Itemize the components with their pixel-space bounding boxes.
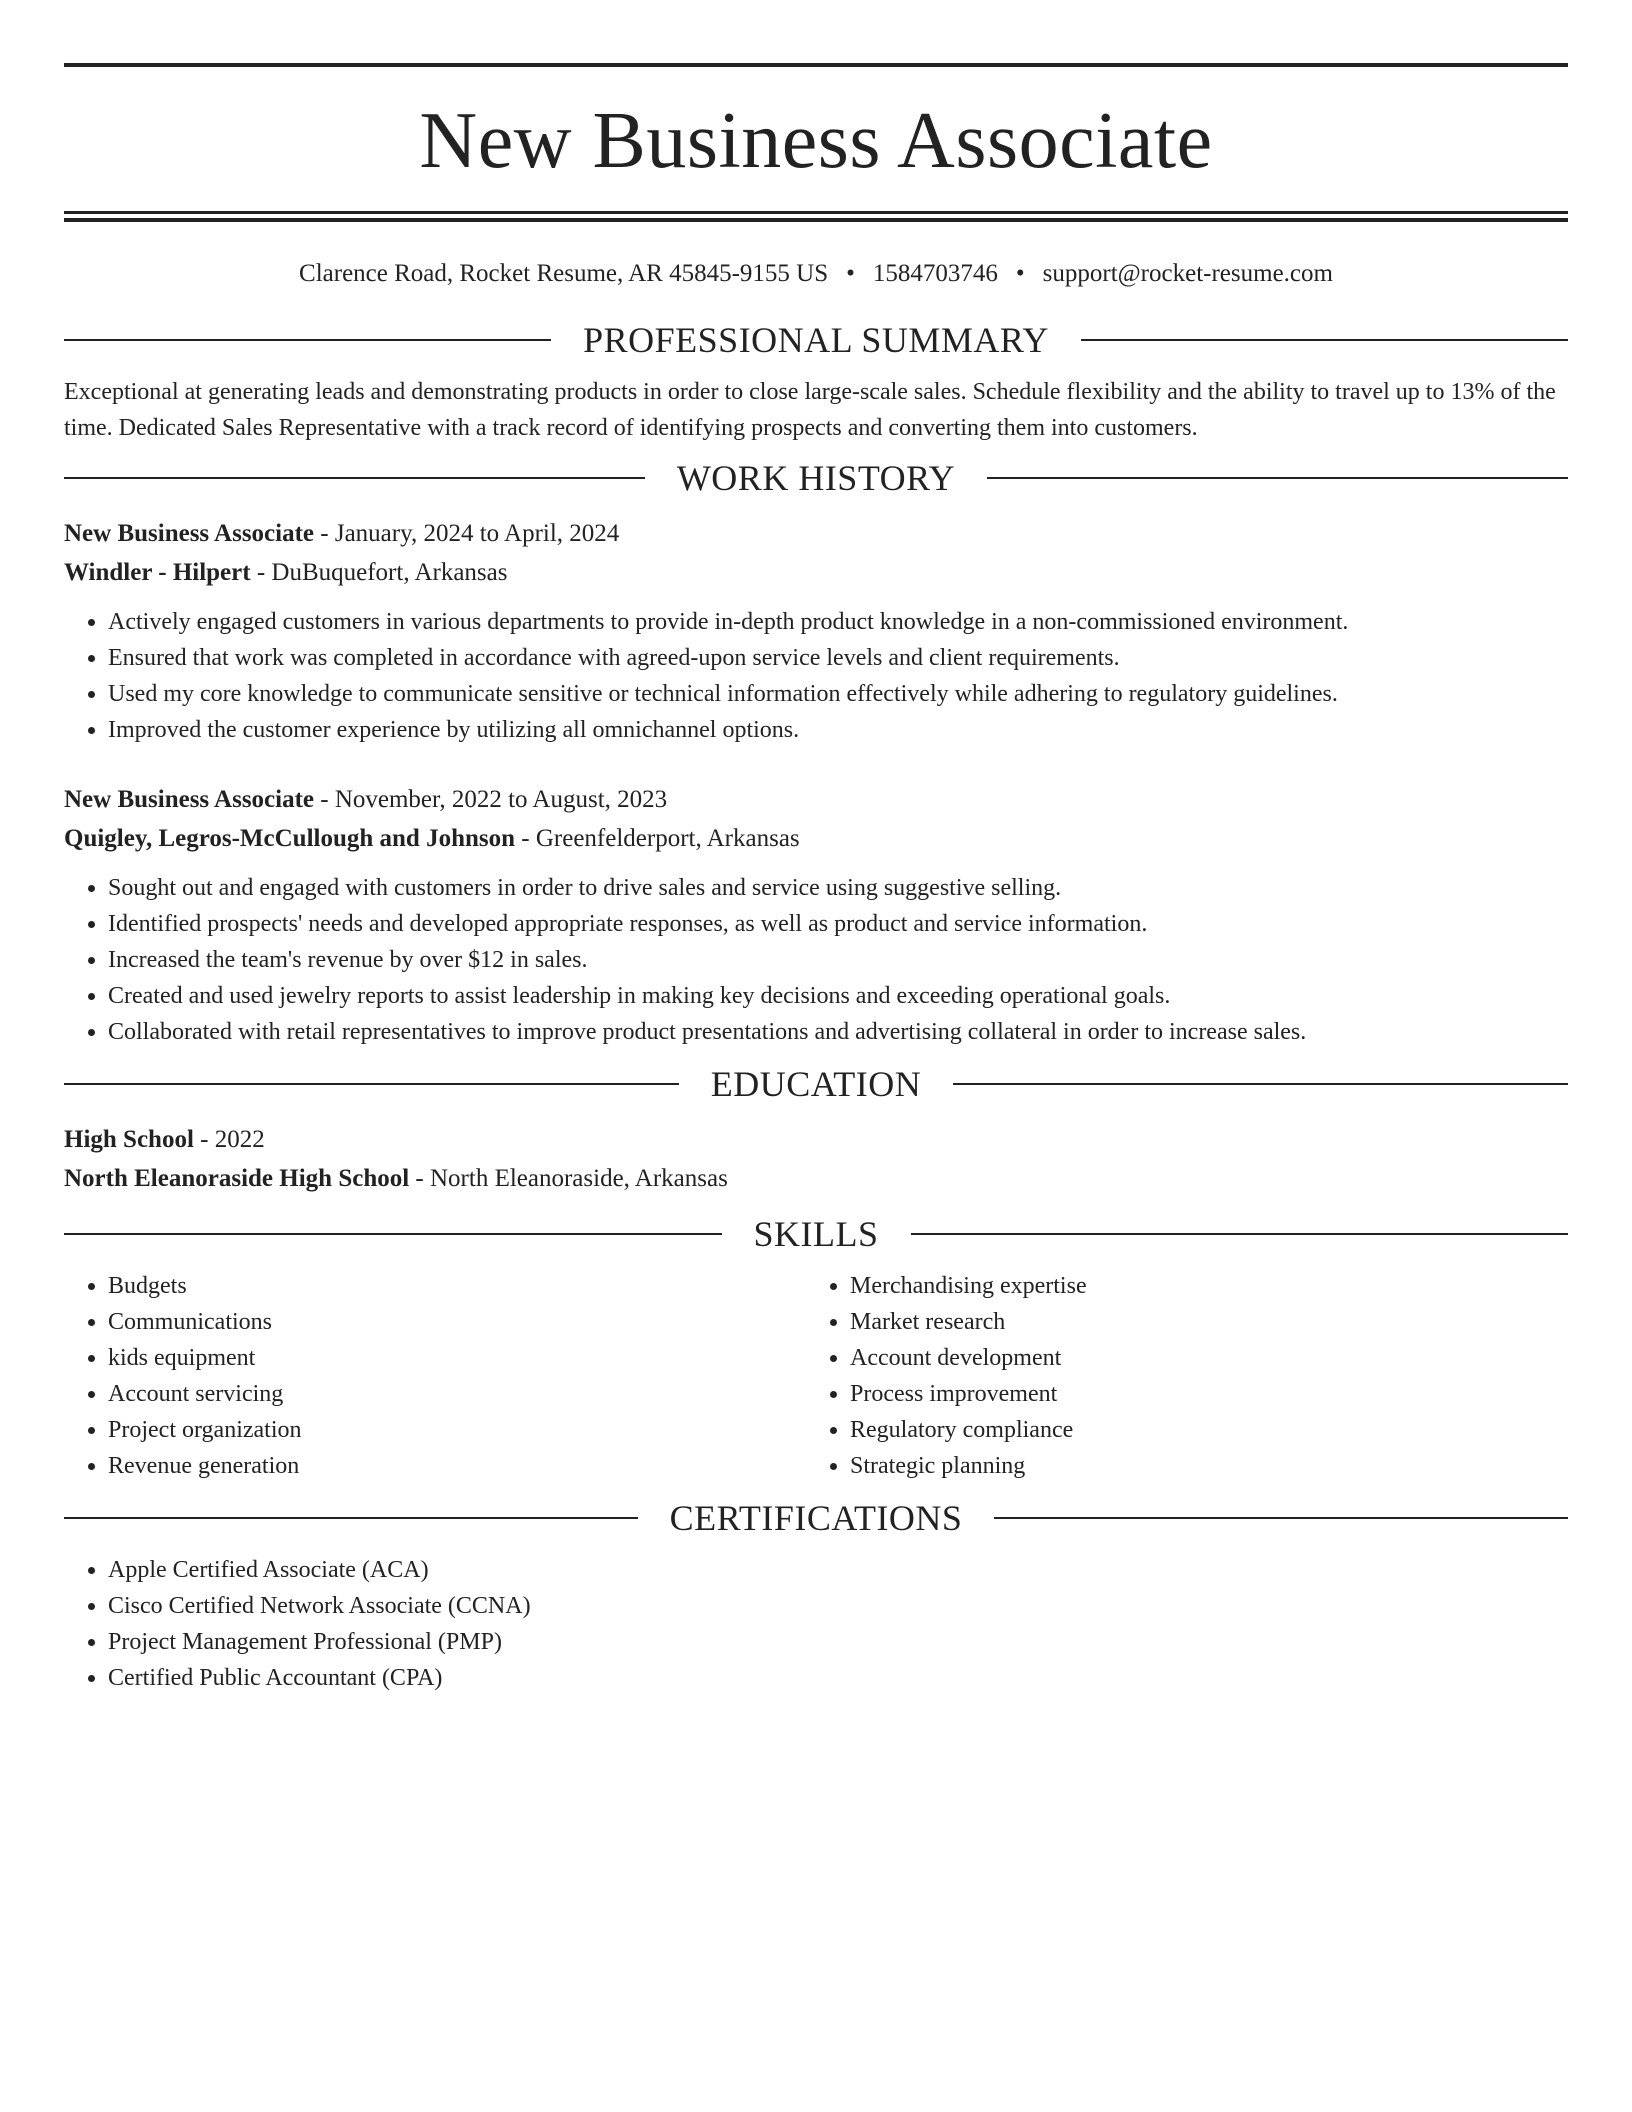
divider-line — [994, 1517, 1568, 1519]
job-bullet: • Ensured that work was completed in accordance with agreed-upon service levels and client requirements. — [108, 640, 1568, 676]
education-school-line — [64, 1159, 1568, 1198]
skills-column-left — [64, 1268, 806, 1484]
job-bullet: • Collaborated with retail representatives to improve product presentations and advertising collateral in order to increase sales. — [108, 1014, 1568, 1050]
contact-phone: 1584703746 — [872, 260, 998, 287]
certification-item: • Certified Public Accountant (CPA) — [108, 1660, 1568, 1696]
job-bullet: • Sought out and engaged with customers in order to drive sales and service using suggestive selling. — [108, 870, 1568, 906]
divider-line — [1081, 339, 1568, 341]
skill-item: • Revenue generation — [108, 1448, 806, 1484]
skill-item: • kids equipment — [108, 1340, 806, 1376]
resume-page — [64, 0, 1568, 1696]
summary-text: Exceptional at generating leads and demonstrating products in order to close large-scale sales. Schedule flexibility and the ability to travel up to 13% of the time. Dedicated Sales Representative with a track record of identifying prospects and converting them into customers. — [64, 379, 1556, 441]
work-section-header — [64, 456, 1568, 500]
skill-item: • Regulatory compliance — [850, 1412, 1568, 1448]
contact-separator: • — [846, 260, 855, 287]
education-year: - 2022 — [193, 1126, 265, 1153]
certifications-section-header — [64, 1496, 1568, 1540]
job-title: New Business Associate — [64, 520, 315, 547]
contact-email: support@rocket-resume.com — [1042, 260, 1333, 287]
divider-line — [911, 1233, 1569, 1235]
education-degree-line — [64, 1120, 1568, 1159]
skill-item: • Budgets — [108, 1268, 806, 1304]
education-section-header — [64, 1062, 1568, 1106]
summary-heading: PROFESSIONAL SUMMARY — [583, 320, 1049, 360]
certification-item: • Cisco Certified Network Associate (CCNA) — [108, 1588, 1568, 1624]
divider-line — [64, 339, 551, 341]
job-bullet: • Actively engaged customers in various departments to provide in-depth product knowledge in a non-commissioned environment. — [108, 604, 1568, 640]
job-dates: - November, 2022 to August, 2023 — [314, 786, 668, 813]
job-bullet: • Increased the team's revenue by over $12 in sales. — [108, 942, 1568, 978]
job-bullet: • Created and used jewelry reports to assist leadership in making key decisions and exceeding operational goals. — [108, 978, 1568, 1014]
skill-item: • Communications — [108, 1304, 806, 1340]
skills-bullets — [64, 1268, 806, 1484]
skill-item: • Market research — [850, 1304, 1568, 1340]
skill-item: • Merchandising expertise — [850, 1268, 1568, 1304]
job-title: New Business Associate — [64, 786, 315, 813]
divider-line — [64, 1083, 679, 1085]
contact-separator: • — [1015, 260, 1025, 287]
divider-line — [64, 477, 645, 479]
skill-item: • Account development — [850, 1340, 1568, 1376]
skill-item: • Account servicing — [108, 1376, 806, 1412]
divider-line — [953, 1083, 1568, 1085]
job-company: Quigley, Legros-McCullough and Johnson — [64, 825, 516, 852]
job-dates: - January, 2024 to April, 2024 — [314, 520, 620, 547]
skills-list — [64, 1268, 1568, 1484]
job-bullets — [64, 604, 1568, 748]
job-entry — [64, 780, 1568, 1050]
job-company: Windler - Hilpert — [64, 559, 251, 586]
job-bullet: • Used my core knowledge to communicate sensitive or technical information effectively while adhering to regulatory guidelines. — [108, 676, 1568, 712]
divider-line — [64, 1517, 638, 1519]
work-heading: WORK HISTORY — [676, 458, 956, 498]
job-bullet: • Identified prospects' needs and developed appropriate responses, as well as product and service information. — [108, 906, 1568, 942]
education-school: North Eleanoraside High School — [64, 1165, 410, 1192]
job-location: - DuBuquefort, Arkansas — [250, 559, 508, 586]
contact-line — [64, 259, 1568, 289]
resume-name: New Business Associate — [419, 97, 1213, 185]
certification-item: • Project Management Professional (PMP) — [108, 1624, 1568, 1660]
skill-item: • Strategic planning — [850, 1448, 1568, 1484]
contact-address: Clarence Road, Rocket Resume, AR 45845-9155 US — [299, 260, 829, 287]
job-location: - Greenfelderport, Arkansas — [515, 825, 800, 852]
skills-heading: SKILLS — [753, 1214, 879, 1254]
job-title-line — [64, 514, 1568, 553]
divider-line — [987, 477, 1568, 479]
skill-item: • Process improvement — [850, 1376, 1568, 1412]
job-bullet: • Improved the customer experience by utilizing all omnichannel options. — [108, 712, 1568, 748]
top-rule — [64, 63, 1568, 67]
certification-item: • Apple Certified Associate (ACA) — [108, 1552, 1568, 1588]
education-entry — [64, 1120, 1568, 1198]
summary-section-header — [64, 318, 1568, 362]
skills-section-header — [64, 1212, 1568, 1256]
certifications-heading: CERTIFICATIONS — [669, 1498, 963, 1538]
education-heading: EDUCATION — [710, 1064, 922, 1104]
skills-bullets — [806, 1268, 1568, 1484]
divider-line — [64, 1233, 722, 1235]
job-title-line — [64, 780, 1568, 819]
name-double-rule — [64, 211, 1568, 222]
job-bullets — [64, 870, 1568, 1050]
skill-item: • Project organization — [108, 1412, 806, 1448]
job-entry — [64, 514, 1568, 748]
education-degree: High School — [64, 1126, 194, 1153]
education-location: - North Eleanoraside, Arkansas — [409, 1165, 728, 1192]
job-company-line — [64, 819, 1568, 858]
skills-column-right — [806, 1268, 1568, 1484]
job-company-line — [64, 553, 1568, 592]
certifications-list — [64, 1552, 1568, 1696]
